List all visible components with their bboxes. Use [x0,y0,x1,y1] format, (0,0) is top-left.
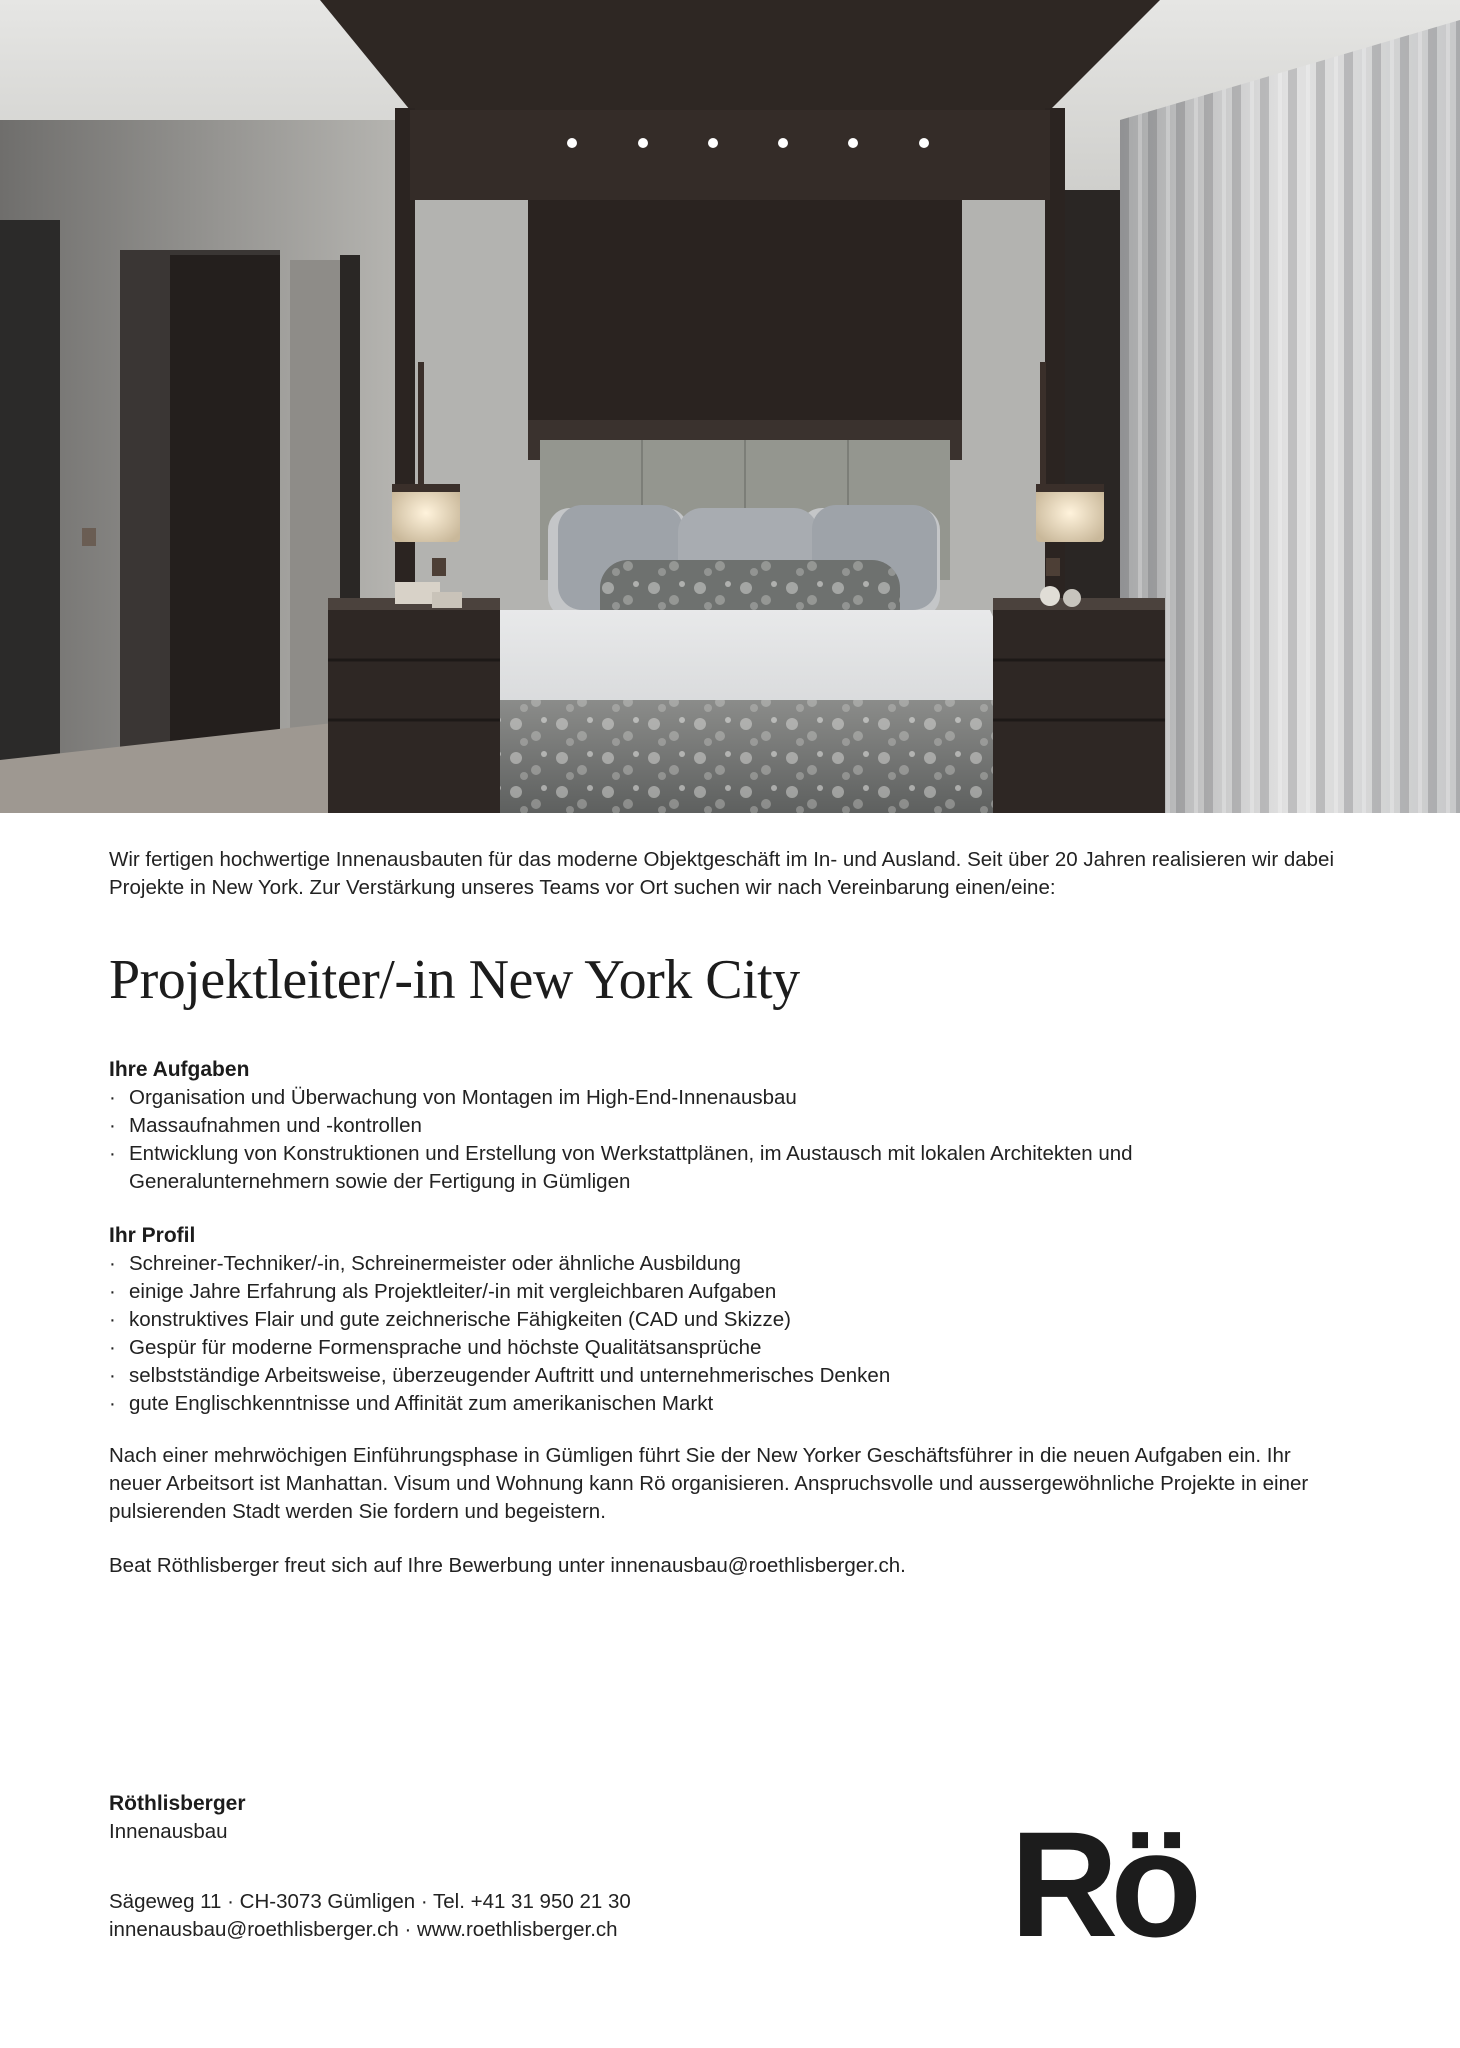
list-item: · konstruktives Flair und gute zeichnerische Fähigkeiten (CAD und Skizze) [109,1306,1379,1334]
hero-image [0,0,1460,813]
aufgaben-section [109,1056,1379,1196]
ro-logo-icon [1010,1800,1194,1968]
bedroom-photo-icon [0,0,1460,813]
company-subtitle: Innenausbau [109,1820,228,1843]
aufgaben-list [109,1084,1379,1196]
list-item: · Organisation und Überwachung von Montagen im High-End-Innenausbau [109,1084,1379,1112]
description-paragraph: Nach einer mehrwöchigen Einführungsphase in Gümligen führt Sie der New Yorker Geschäftsführer in die neuen Aufgaben ein. Ihr neuer Arbeitsort ist Manhattan. Visum und Wohnung kann Rö organisieren. Anspruchsvolle und aussergewöhnliche Projekte in einer pulsierenden Stadt werden Sie fordern und begeistern. [109,1444,1309,1523]
list-item: · Gespür für moderne Formensprache und höchste Qualitätsansprüche [109,1334,1379,1362]
closing-text: Beat Röthlisberger freut sich auf Ihre Bewerbung unter innenausbau@roethlisberger.ch. [109,1554,906,1577]
aufgaben-heading: Ihre Aufgaben [109,1058,250,1081]
list-item: · Entwicklung von Konstruktionen und Erstellung von Werkstattplänen, im Austausch mit lokalen Architekten und Generalunternehmern sowie der Fertigung in Gümligen [109,1140,1279,1196]
job-title: Projektleiter/-in New York City [109,949,800,1011]
intro-text: Wir fertigen hochwertige Innenausbauten für das moderne Objektgeschäft im In- und Ausland. Seit über 20 Jahren realisieren wir dabei Projekte in New York. Zur Verstärkung unseres Teams vor Ort suchen wir nach Vereinbarung einen/eine: [109,848,1335,899]
profil-section [109,1222,1379,1418]
profil-list [109,1250,1379,1418]
logo-text: Rö [1010,1800,1194,1968]
list-item: · selbstständige Arbeitsweise, überzeugender Auftritt und unternehmerisches Denken [109,1362,1379,1390]
list-item: · einige Jahre Erfahrung als Projektleiter/-in mit vergleichbaren Aufgaben [109,1278,1379,1306]
list-item: · gute Englischkenntnisse und Affinität zum amerikanischen Markt [109,1390,1379,1418]
list-item: · Schreiner-Techniker/-in, Schreinermeister oder ähnliche Ausbildung [109,1250,1379,1278]
company-name: Röthlisberger [109,1792,246,1815]
list-item: · Massaufnahmen und -kontrollen [109,1112,1379,1140]
company-logo [1010,1800,1194,1968]
profil-heading: Ihr Profil [109,1224,196,1247]
main-content [109,846,1379,1577]
company-contact: innenausbau@roethlisberger.ch · www.roethlisberger.ch [109,1918,618,1941]
company-address: Sägeweg 11 · CH-3073 Gümligen · Tel. +41 31 950 21 30 [109,1890,631,1913]
footer [109,1790,909,1941]
